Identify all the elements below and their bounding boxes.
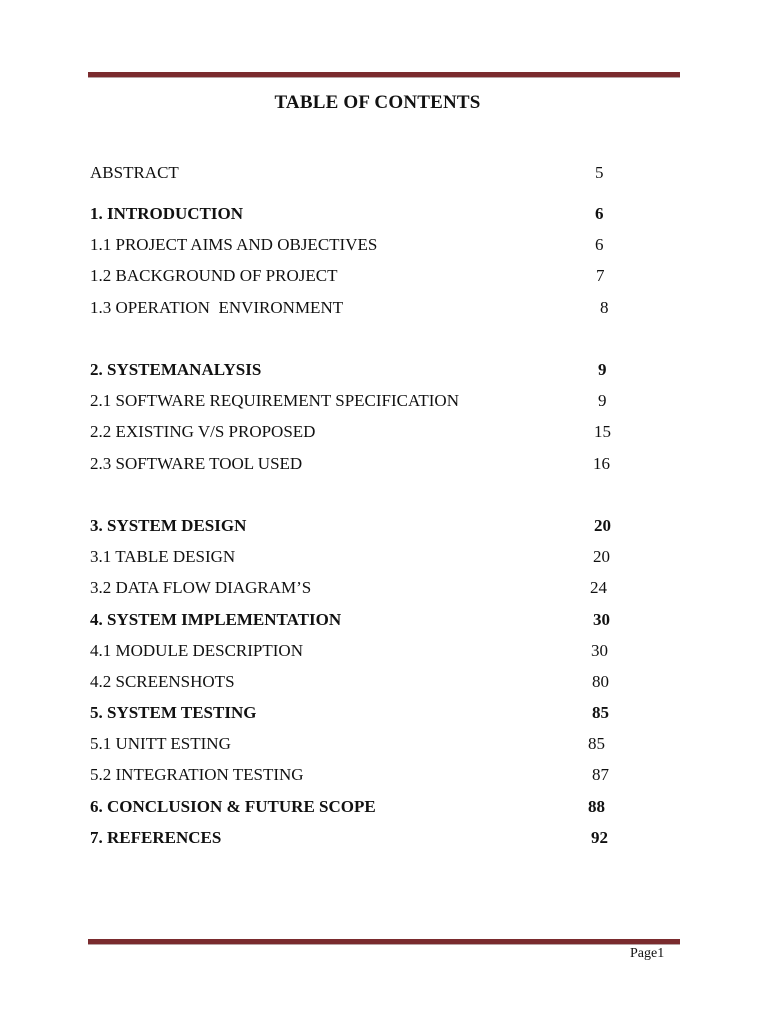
toc-entry-label: 2.2 EXISTING V/S PROPOSED	[90, 422, 316, 441]
toc-entry-label: 3.2 DATA FLOW DIAGRAM’S	[90, 578, 312, 597]
toc-entry-page: 88	[588, 797, 605, 816]
toc-entry	[90, 763, 650, 787]
toc-entry	[90, 732, 650, 756]
toc-entry-page: 20	[593, 547, 610, 566]
page-number: Page1	[630, 946, 665, 961]
toc-entry-label: 6. CONCLUSION & FUTURE SCOPE	[90, 797, 376, 816]
toc-entry-label: 3. SYSTEM DESIGN	[90, 516, 247, 535]
toc-entry-page: 7	[596, 266, 605, 285]
toc-section-heading	[90, 826, 650, 850]
toc-entry-page: 20	[594, 516, 611, 535]
toc-entry	[90, 161, 650, 185]
toc-entry-page: 6	[595, 204, 604, 223]
toc-entry-label: 5.1 UNITT ESTING	[90, 734, 231, 753]
toc-entry-page: 85	[592, 703, 609, 722]
toc-section-heading	[90, 701, 650, 725]
toc-entry-label: ABSTRACT	[90, 163, 179, 182]
toc-entry-page: 92	[591, 828, 608, 847]
toc-entry-page: 24	[590, 578, 607, 597]
toc-entry-page: 87	[592, 765, 609, 784]
toc-entry-page: 9	[598, 391, 607, 410]
toc-entry	[90, 545, 650, 569]
footer-rule	[88, 939, 680, 945]
toc-entry-page: 8	[600, 298, 609, 317]
toc-entry	[90, 389, 650, 413]
toc-section-heading	[90, 514, 650, 538]
toc-entry	[90, 264, 650, 288]
toc-entry-label: 7. REFERENCES	[90, 828, 222, 847]
toc-entry-page: 30	[593, 610, 610, 629]
toc-section-heading	[90, 795, 650, 819]
toc-entry-label: 1.3 OPERATION ENVIRONMENT	[90, 298, 344, 317]
toc-entry-label: 4.2 SCREENSHOTS	[90, 672, 235, 691]
toc-entry-label: 1. INTRODUCTION	[90, 204, 244, 223]
toc-entry	[90, 670, 650, 694]
toc-entry-label: 1.2 BACKGROUND OF PROJECT	[90, 266, 338, 285]
toc-entry	[90, 420, 650, 444]
toc-entry-label: 3.1 TABLE DESIGN	[90, 547, 236, 566]
toc-entry-page: 9	[598, 360, 607, 379]
toc-entry-page: 80	[592, 672, 609, 691]
toc-entry-label: 5.2 INTEGRATION TESTING	[90, 765, 304, 784]
toc-section-heading	[90, 608, 650, 632]
toc-entry-page: 30	[591, 641, 608, 660]
toc-entry	[90, 576, 650, 600]
toc-entry	[90, 233, 650, 257]
toc-entry-page: 6	[595, 235, 604, 254]
toc-entry-label: 2.1 SOFTWARE REQUIREMENT SPECIFICATION	[90, 391, 459, 410]
toc-entry-page: 16	[593, 454, 610, 473]
toc-entry-page: 5	[595, 163, 604, 182]
toc-entry-label: 4.1 MODULE DESCRIPTION	[90, 641, 303, 660]
toc-entry	[90, 296, 650, 320]
toc-entry-label: 2. SYSTEMANALYSIS	[90, 360, 262, 379]
toc-entry-label: 2.3 SOFTWARE TOOL USED	[90, 454, 303, 473]
toc-entry	[90, 452, 650, 476]
toc-entry-label: 4. SYSTEM IMPLEMENTATION	[90, 610, 342, 629]
toc-entry-label: 1.1 PROJECT AIMS AND OBJECTIVES	[90, 235, 378, 254]
toc-entry	[90, 639, 650, 663]
toc-section-heading	[90, 358, 650, 382]
toc-entry-page: 85	[588, 734, 605, 753]
toc-entry-page: 15	[594, 422, 611, 441]
page-title: TABLE OF CONTENTS	[274, 92, 481, 113]
toc-entry-label: 5. SYSTEM TESTING	[90, 703, 257, 722]
toc-section-heading	[90, 202, 650, 226]
